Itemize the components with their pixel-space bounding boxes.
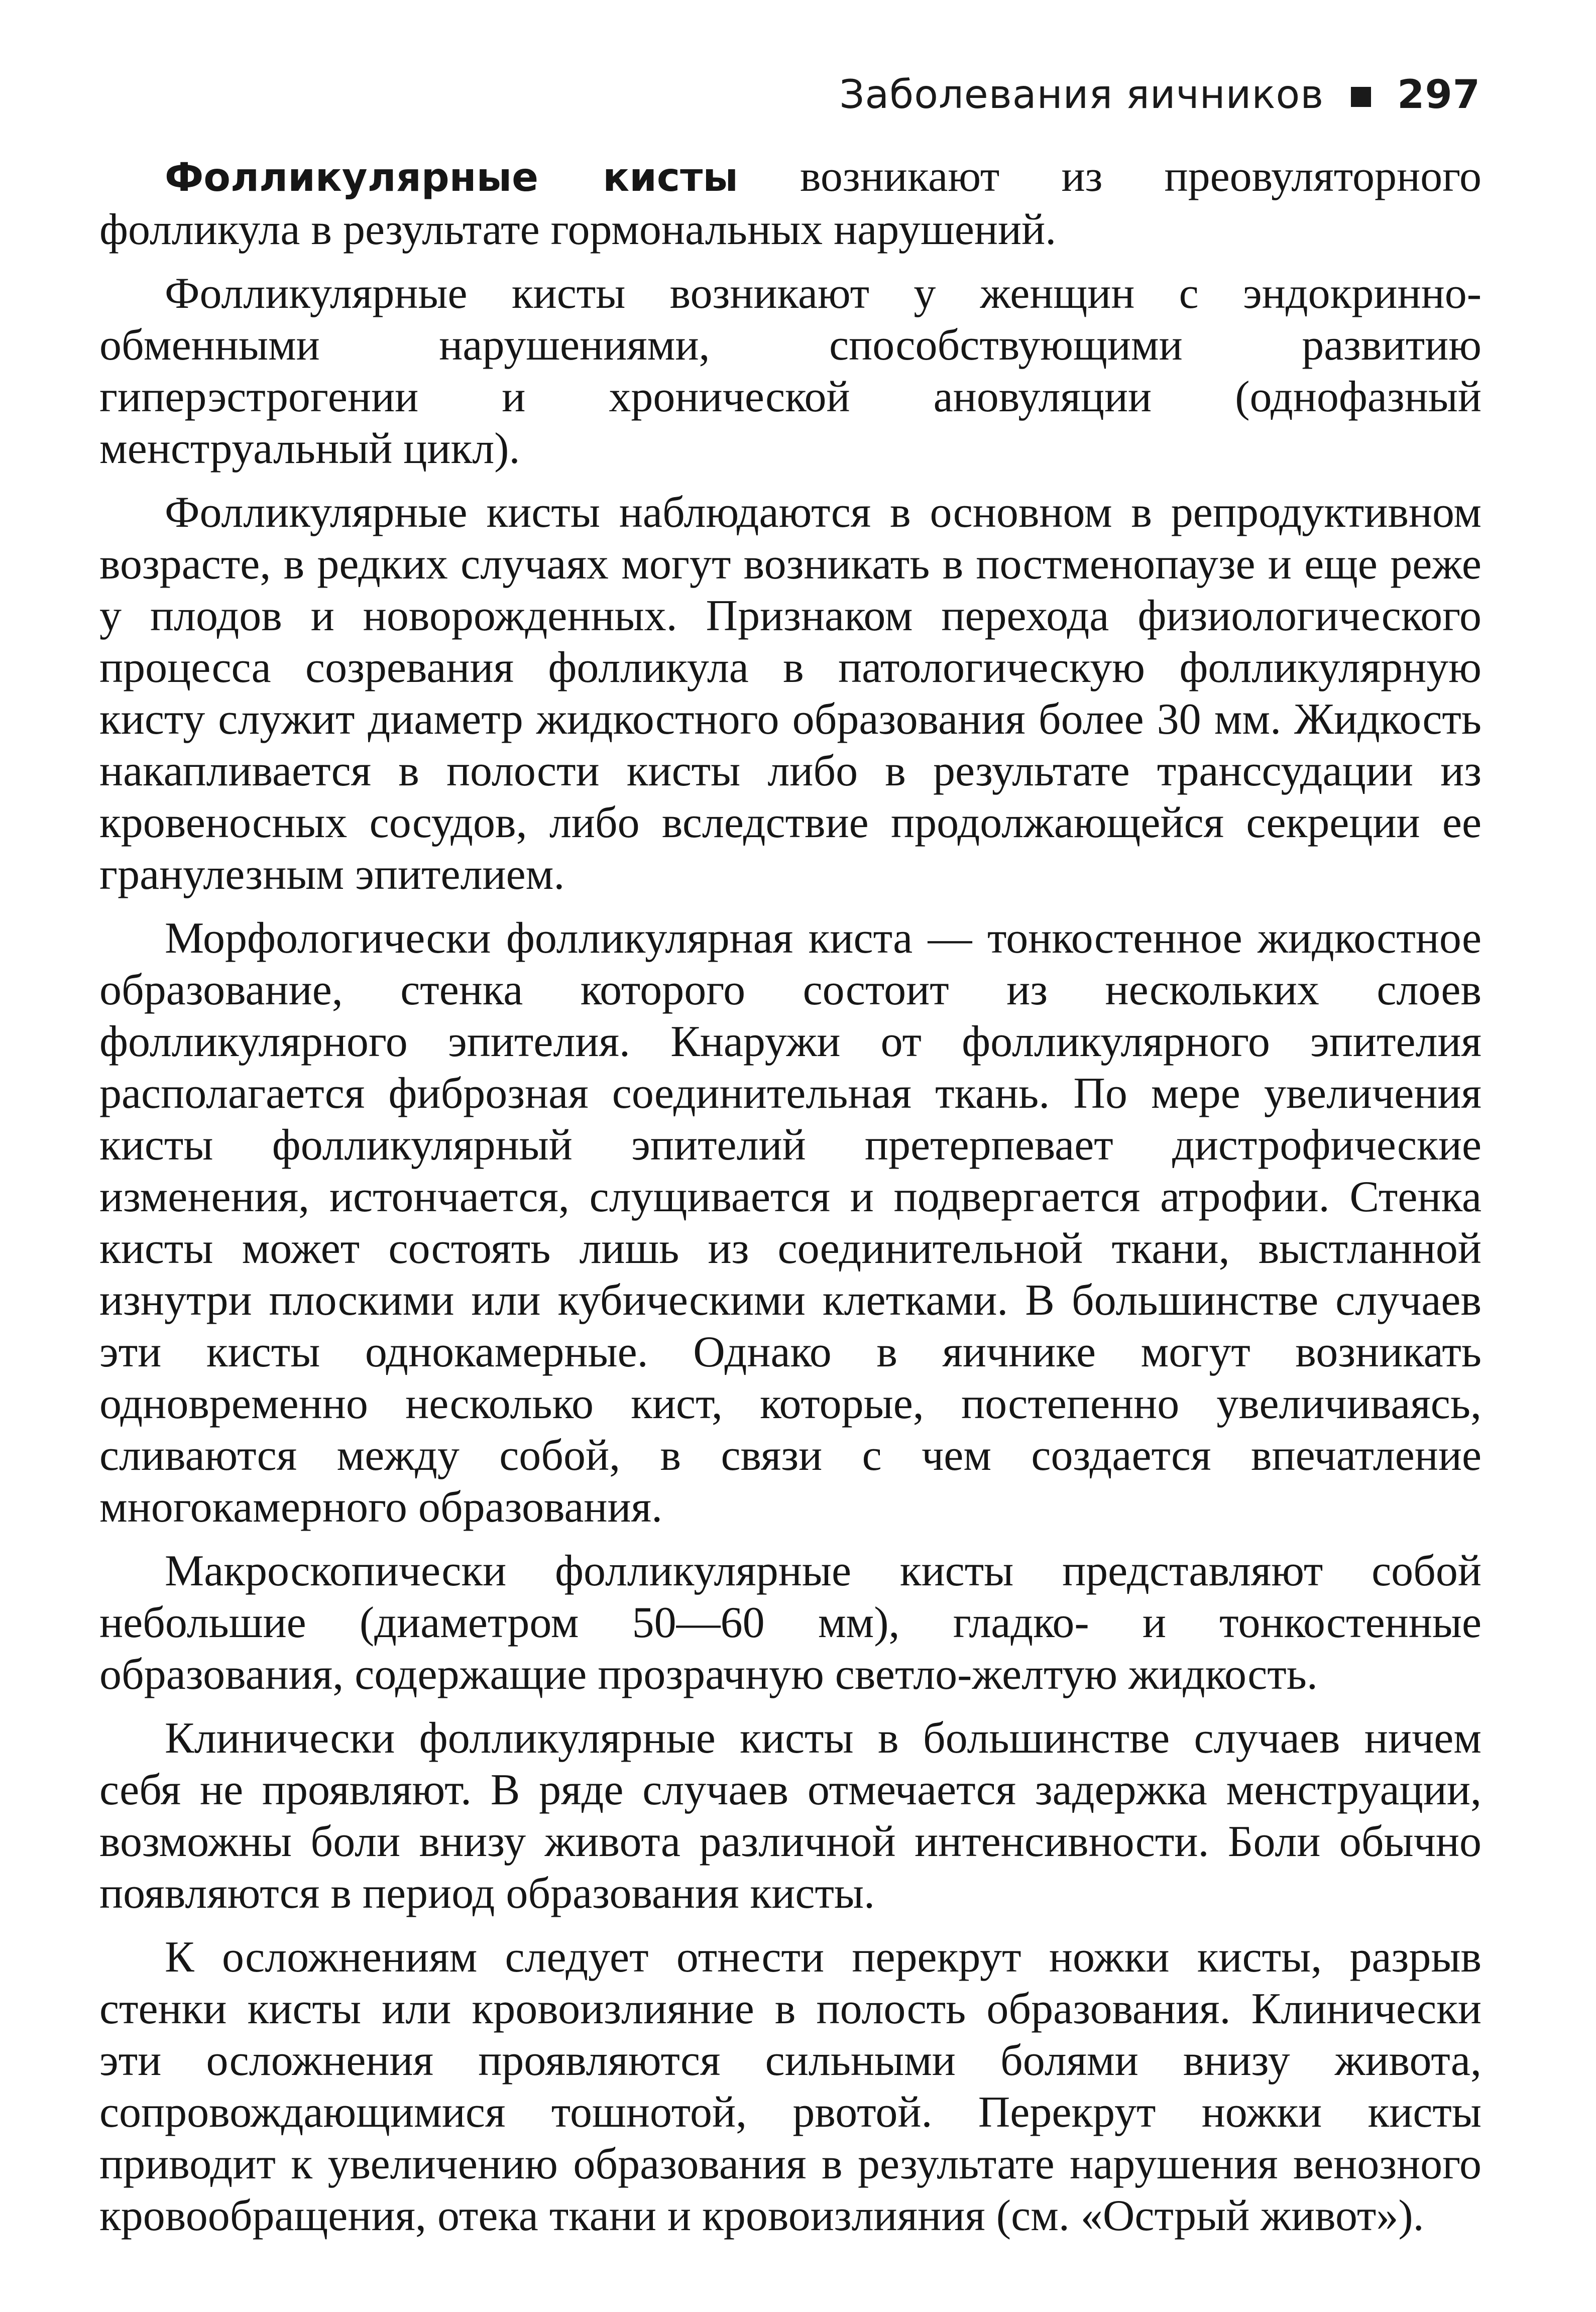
body-text xyxy=(99,151,1481,2254)
paragraph-text: К осложнениям следует отнести перекрут ножки кисты, разрыв стенки кисты или кровоизлияние в полость образования. Клинически эти осложнения проявляются сильными болями внизу живота, сопровождающимися тошнотой, рвотой. Перекрут ножки кисты приводит к увеличению образования в результате нарушения венозного кровообращения, отека ткани и кровоизлияния (см. «Острый живот»). xyxy=(99,1933,1481,2240)
paragraph-text: Клинически фолликулярные кисты в большинстве случаев ничем себя не проявляют. В ряде случаев отмечается задержка менструации, возможны боли внизу живота различной интенсивности. Боли обычно появляются в период образования кисты. xyxy=(99,1714,1481,1918)
section-title: Заболевания яичников xyxy=(839,72,1324,118)
running-head xyxy=(839,72,1480,118)
paragraph-text: Макроскопически фолликулярные кисты представляют собой небольшие (диаметром 50—60 мм), гладко- и тонкостенные образования, содержащие прозрачную светло-желтую жидкость. xyxy=(99,1547,1481,1699)
paragraph-clinical-picture xyxy=(99,1712,1481,1919)
paragraph-text: Фолликулярные кисты возникают у женщин с эндокринно-обменными нарушениями, способствующими развитию гиперэстрогении и хронической ановуляции (однофазный менструальный цикл). xyxy=(99,269,1481,473)
square-bullet-icon xyxy=(1351,87,1371,107)
paragraph-text: Морфологически фолликулярная киста — тонкостенное жидкостное образование, стенка которого состоит из нескольких слоев фолликулярного эпителия. Кнаружи от фолликулярного эпителия располагается фиброзная соединительная ткань. По мере увеличения кисты фолликулярный эпителий претерпевает дистрофические изменения, истончается, слущивается и подвергается атрофии. Стенка кисты может состоять лишь из соединительной ткани, выстланной изнутри плоскими или кубическими клетками. В большинстве случаев эти кисты однокамерные. Однако в яичнике могут возникать одновременно несколько кист, которые, постепенно увеличиваясь, сливаются между собой, в связи с чем создается впечатление многокамерного образования. xyxy=(99,914,1481,1532)
paragraph-epidemiology xyxy=(99,487,1481,900)
term-follicular-cysts: Фолликулярные кисты xyxy=(165,155,738,200)
paragraph-complications xyxy=(99,1931,1481,2242)
paragraph-text: возникают из преовуляторного фолликула в результате гормональных нарушений. xyxy=(99,152,1481,254)
paragraph-morphology xyxy=(99,912,1481,1533)
paragraph-text: Фолликулярные кисты наблюдаются в основном в репродуктивном возрасте, в редких случаях могут возникать в постменопаузе и еще реже у плодов и новорожденных. Признаком перехода физиологического процесса созревания фолликула в патологическую фолликулярную кисту служит диаметр жидкостного образования более 30 мм. Жидкость накапливается в полости кисты либо в результате транссудации из кровеносных сосудов, либо вследствие продолжающейся секреции ее гранулезным эпителием. xyxy=(99,488,1481,899)
paragraph-macroscopy xyxy=(99,1545,1481,1700)
paragraph-follicular-cysts-definition xyxy=(99,151,1481,256)
page-number: 297 xyxy=(1397,72,1480,118)
paragraph-etiology xyxy=(99,268,1481,475)
